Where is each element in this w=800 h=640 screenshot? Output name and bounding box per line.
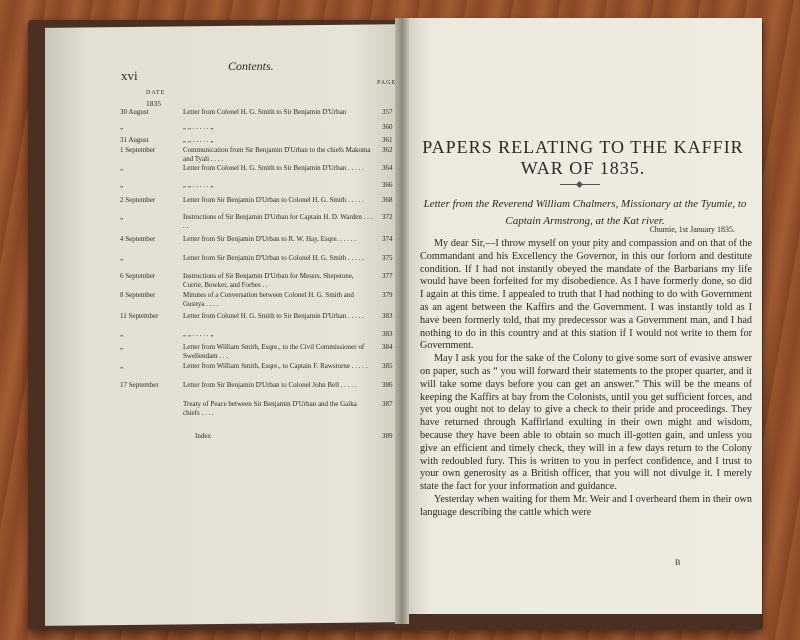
entry-date: 2 September [120,196,156,204]
body-paragraph: May I ask you for the sake of the Colony to give some sort of evasive answer on paper, such as “ you will forward their statements to the proper quarter, and it will take some days before you can get an answer.” This will be the means of keeping the Kaffirs at bay from the Colonists, until you get sufficient forces, and yet you ought not to delay to give a check to their pride and proceedings. They have returned through Kaffirland exulting in their own might and wisdom, because they have been able to obtain so much ill-gotten gain, and unless you give an efficient and timely check, they will in a few days return to the Colony with redoubled fury. This is written to you in perfect confidence, and I trust to your own generosity as a British officer, that you will not divulge it. I merely state the fact for your information and guidance. [420,353,752,493]
date-column-header: DATE [146,90,166,96]
entry-text: Communication from Sir Benjamin D'Urban to the chiefs Makoma and Tyali . . . . [183,146,371,163]
contents-year: 1835 [146,99,161,108]
entry-page: 383 [382,312,393,320]
entry-page: 360 [382,123,393,131]
entry-page: 387 [382,400,393,408]
entry-page: 384 [382,343,393,351]
entry-text: Letter from Colonel H. G. Smith to Sir Benjamin D'Urban [183,108,347,116]
entry-page: 357 [382,108,393,116]
entry-text: Letter from William Smith, Esqre., to the Civil Commissioner of Swellendam . . . [183,343,365,360]
entry-page: 385 [382,362,393,370]
entry-page: 364 [382,164,393,172]
entry-date: „ [120,254,124,262]
entry-text: Letter from Colonel H. G. Smith to Sir Benjamin D'Urban . . . . . [183,164,364,172]
index-label: Index [195,432,211,440]
entry-date: „ [120,181,124,189]
signature-mark: B [675,558,681,567]
entry-date: 6 September [120,272,156,280]
entry-text: „ „ . . . . . „ [183,123,214,131]
entry-date: 17 September [120,381,159,389]
entry-page: 368 [382,196,393,204]
entry-date: 4 September [120,235,156,243]
entry-date: „ [120,362,124,370]
entry-date: 30 August [120,108,149,116]
entry-text: Letter from Colonel H. G. Smith to Sir Benjamin D'Urban . . . . . [183,312,364,320]
entry-date: 8 September [120,291,156,299]
entry-text: Letter from Sir Benjamin D'Urban to Colonel H. G. Smith . . . . . [183,196,364,204]
entry-date: „ [120,330,124,338]
entry-text: Letter from William Smith, Esqre., to Captain F. Rawstorne . . . . . [183,362,368,370]
letter-dateline: Chumie, 1st January 1835. [649,225,735,234]
entry-text: „ „ . . . . . „ [183,330,214,338]
entry-text: Letter from Sir Benjamin D'Urban to Colonel H. G. Smith . . . . . [183,254,364,262]
entry-text: Minutes of a Conversation between Colonel H. G. Smith and Gusnya . . . . [183,291,354,308]
entry-date: „ [120,213,124,221]
entry-date: „ [120,123,124,131]
left-page-number: xvi [121,68,138,83]
entry-page: 374 [382,235,393,243]
ornamental-rule [560,184,600,185]
book-gutter [395,18,409,624]
letter-heading: Letter from the Reverend William Chalmers, Missionary at the Tyumie, to Captain Armstrong, at the Kat river. [423,198,747,227]
entry-text: „ „ . . . . . „ [183,181,214,189]
entry-date: „ [120,164,124,172]
left-running-title: Contents. [228,59,274,73]
entry-page: 372 [382,213,393,221]
entry-page: 379 [382,291,393,299]
entry-page: 361 [382,136,393,144]
entry-date: 1 September [120,146,156,154]
entry-page: 377 [382,272,393,280]
document-title: PAPERS RELATING TO THE KAFFIR WAR OF 1835. [422,137,744,178]
entry-text: Treaty of Peace between Sir Benjamin D'Urban and the Gaika chiefs . . . . [183,400,357,417]
entry-date: „ [120,343,124,351]
entry-page: 366 [382,181,393,189]
entry-text: Instructions of Sir Benjamin D'Urban for Messrs. Shepstone, Currie, Bowker, and Forbes . . [183,272,354,289]
entry-page: 386 [382,381,393,389]
entry-text: „ „ . . . . . „ [183,136,214,144]
entry-text: Instructions of Sir Benjamin D'Urban for Captain H. D. Warden . . . . . [183,213,373,230]
body-paragraph: Yesterday when waiting for them Mr. Weir and I overheard them in their own language describing the cattle which were [420,493,752,518]
page-column-header: PAGE [377,80,397,86]
letter-body [420,238,752,520]
entry-text: Letter from Sir Benjamin D'Urban to Colonel John Bell . . . . . [183,381,357,389]
body-paragraph: My dear Sir,—I throw myself on your pity and compassion and on that of the Commandant and his Excellency the Governor, in this our forlorn and destitute condition. If I had not instantly obeyed the mandate of the Barbarians my life would have been forfeited for my disobedience. As I have formerly done, so did I again at this time. I appealed to truth that I had nothing to do with Government as an agent between the Kaffirs and the Government. I was instantly told as I have been formerly told, that my predecessor was a Government man, and I had nothing to do in this country and at this station if I would not write to them for Government. [420,238,752,352]
index-page: 389 [382,432,393,440]
entry-text: Letter from Sir Benjamin D'Urban to R. W. Hay, Esqre. . . . . . [183,235,356,243]
entry-date: 11 September [120,312,159,320]
entry-page: 375 [382,254,393,262]
entry-date: 31 August [120,136,149,144]
entry-page: 362 [382,146,393,154]
entry-page: 383 [382,330,393,338]
